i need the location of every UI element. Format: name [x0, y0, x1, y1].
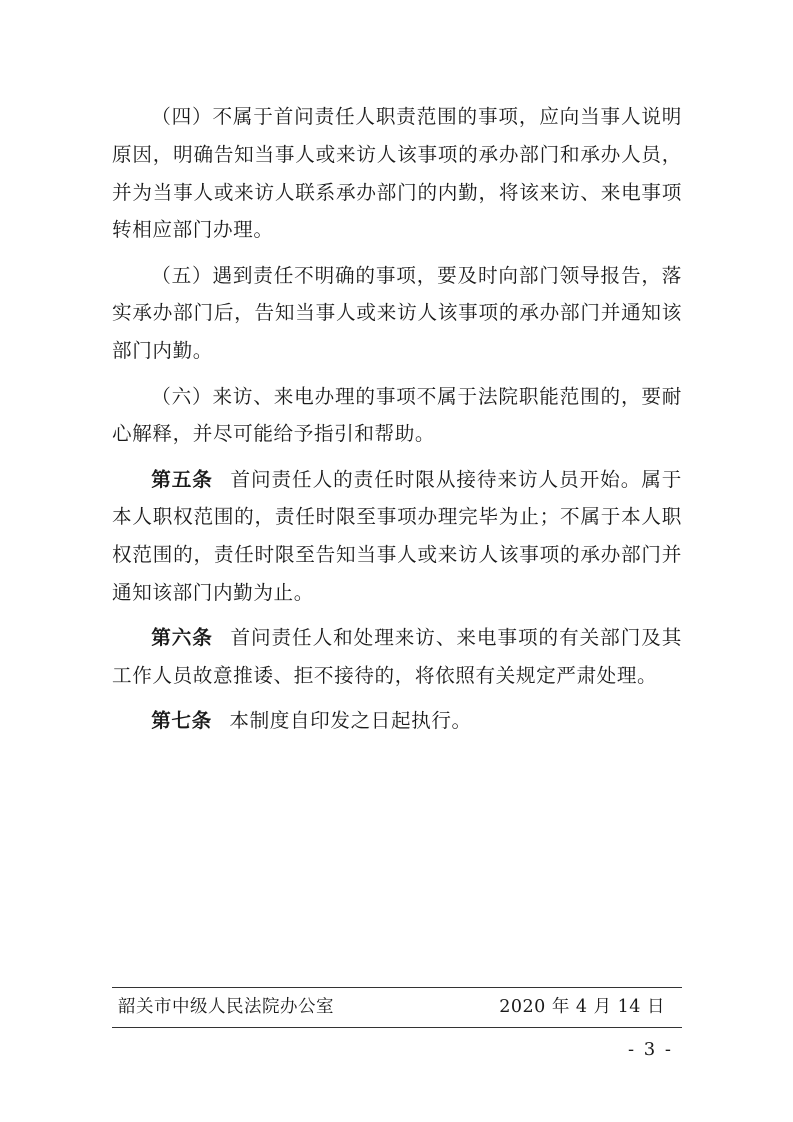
- article-seven-text: 本制度自印发之日起执行。: [229, 709, 472, 733]
- document-body: [112, 98, 682, 748]
- article-five-text: 首问责任人的责任时限从接待来访人员开始。属于本人职权范围的，责任时限至事项办理完毕为止；不属于本人职权范围的，责任时限至告知当事人或来访人该事项的承办部门并通知该部门内勤为止。: [112, 467, 682, 605]
- page-number: - 3 -: [627, 1039, 673, 1060]
- clause-five: （五）遇到责任不明确的事项，要及时向部门领导报告，落实承办部门后，告知当事人或来访人该事项的承办部门并通知该部门内勤。: [112, 263, 682, 363]
- footer-top-rule: [112, 987, 682, 988]
- article-five-number: 第五条: [151, 467, 213, 491]
- article-five: [112, 461, 682, 612]
- article-six: [112, 619, 682, 695]
- footer-bottom-rule: [112, 1027, 682, 1028]
- article-seven-number: 第七条: [151, 709, 212, 733]
- clause-six: （六）来访、来电办理的事项不属于法院职能范围的，要耐心解释，并尽可能给予指引和帮助。: [112, 384, 682, 446]
- article-seven: [112, 702, 682, 740]
- issue-date: 2020 年 4 月 14 日: [499, 997, 665, 1017]
- article-six-text: 首问责任人和处理来访、来电事项的有关部门及其工作人员故意推诿、拒不接待的，将依照有关规定严肃处理。: [112, 626, 682, 688]
- article-six-number: 第六条: [151, 626, 213, 650]
- clause-four: （四）不属于首问责任人职责范围的事项，应向当事人说明原因，明确告知当事人或来访人该事项的承办部门和承办人员，并为当事人或来访人联系承办部门的内勤，将该来访、来电事项转相应部门办理。: [112, 105, 682, 242]
- issuing-office: 韶关市中级人民法院办公室: [118, 997, 334, 1017]
